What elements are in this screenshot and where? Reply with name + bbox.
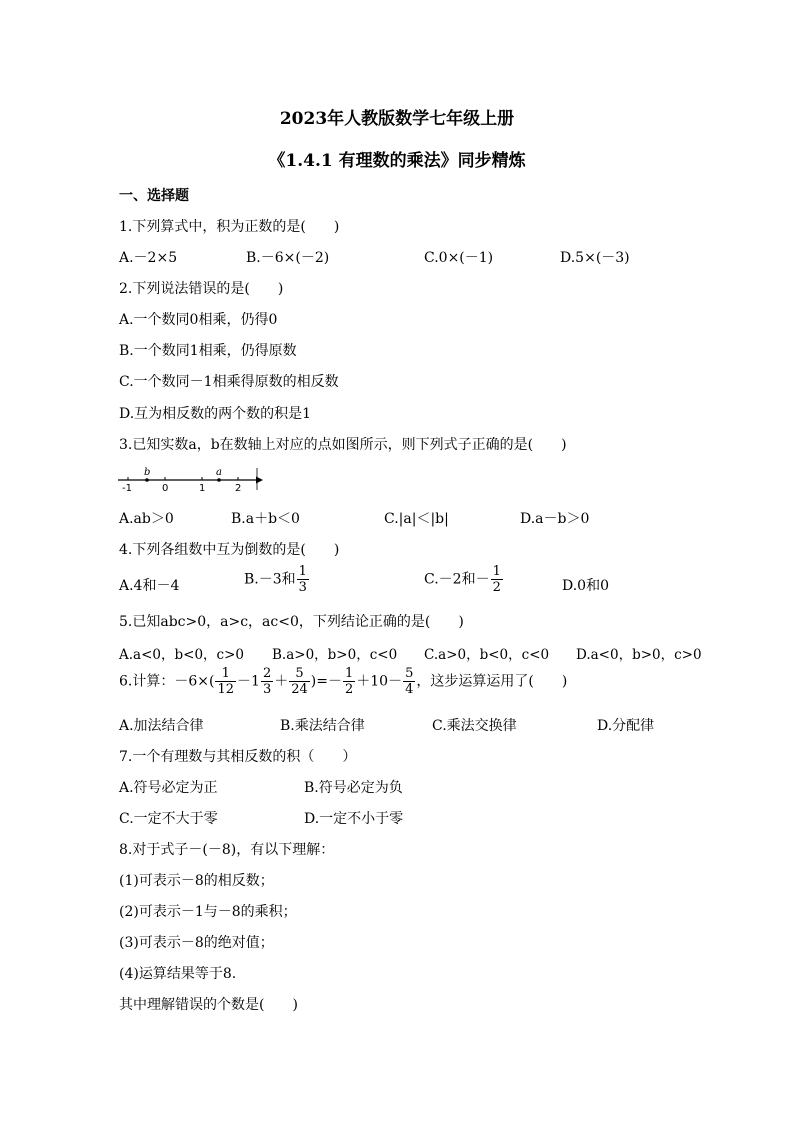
- question-6-stem: 6.计算：－6×( $\frac{1}{12}$ －1 $\frac{2}{3}$ ＋ $\frac{5}{24}$ )=－ $\frac{1}{2}$ ＋10－ $\frac{5}{4}$ ，这步运算运用了( ): [119, 666, 568, 697]
- number-line-point-b: [145, 478, 149, 482]
- question-4-stem: 4.下列各组数中互为倒数的是( ): [119, 542, 340, 558]
- question-6-option-b: B.乘法结合律: [280, 718, 365, 734]
- fraction: $\frac{1}{2}$: [492, 564, 501, 595]
- question-1-option-d: D.5×(－3): [560, 250, 630, 266]
- question-5-stem: 5.已知abc>0，a>c，ac<0，下列结论正确的是( ): [119, 614, 464, 630]
- question-2-option-d: D.互为相反数的两个数的积是1: [119, 406, 312, 422]
- question-6-option-a: A.加法结合律: [119, 718, 204, 734]
- question-2-option-b: B.一个数同1相乘，仍得原数: [119, 343, 297, 359]
- question-1-option-b: B.－6×(－2): [246, 250, 330, 266]
- document-title: 2023年人教版数学七年级上册: [279, 109, 515, 129]
- question-4-option-d: D.0和0: [562, 578, 609, 594]
- question-8-ask: 其中理解错误的个数是( ): [119, 997, 298, 1013]
- question-7-option-b: B.符号必定为负: [304, 780, 403, 796]
- fraction: $\frac{1}{3}$: [298, 564, 307, 595]
- question-7-option-c: C.一定不大于零: [119, 811, 218, 827]
- tick-label-minus-1: -1: [122, 483, 132, 492]
- tick-label-2: 2: [235, 483, 242, 492]
- question-8-item-4: (4)运算结果等于8.: [119, 966, 237, 982]
- question-3-option-a: A.ab＞0: [119, 511, 174, 527]
- tick-label-1: 1: [199, 483, 206, 492]
- question-7-option-a: A.符号必定为正: [119, 780, 218, 796]
- question-2-stem: 2.下列说法错误的是( ): [119, 281, 284, 297]
- tick-label-0: 0: [162, 483, 169, 492]
- section-heading: 一、选择题: [119, 188, 189, 204]
- question-4-option-a: A.4和－4: [119, 578, 180, 594]
- question-8-item-2: (2)可表示－1与－8的乘积；: [119, 904, 297, 920]
- question-7-option-d: D.一定不小于零: [304, 811, 404, 827]
- question-1-option-c: C.0×(－1): [424, 250, 494, 266]
- question-2-option-a: A.一个数同0相乘，仍得0: [119, 312, 278, 328]
- question-3-option-c: C.|a|＜|b|: [384, 511, 449, 527]
- question-2-option-c: C.一个数同－1相乘得原数的相反数: [119, 374, 339, 390]
- question-7-stem: 7.一个有理数与其相反数的积（ ）: [119, 749, 357, 765]
- question-8-stem: 8.对于式子－(－8)，有以下理解：: [119, 842, 335, 858]
- question-4-option-c: C.－2和－ $\frac{1}{2}$: [424, 564, 501, 595]
- question-8-item-3: (3)可表示－8的绝对值；: [119, 935, 274, 951]
- point-a-label: a: [216, 467, 222, 478]
- question-8-item-1: (1)可表示－8的相反数；: [119, 873, 274, 889]
- number-line-point-a: [217, 478, 221, 482]
- point-b-label: b: [144, 467, 151, 478]
- question-3-option-d: D.a－b＞0: [520, 511, 590, 527]
- question-3-stem: 3.已知实数a，b在数轴上对应的点如图所示，则下列式子正确的是( ): [119, 437, 567, 453]
- question-5-option-c: C.a>0，b<0，c<0: [424, 647, 550, 663]
- question-5-option-b: B.a>0，b>0，c<0: [272, 647, 398, 663]
- question-4-option-b: B.－3和 $\frac{1}{3}$: [244, 564, 307, 595]
- question-1-option-a: A.－2×5: [119, 250, 178, 266]
- number-line-figure: [118, 466, 263, 492]
- document-subtitle: 《1.4.1 有理数的乘法》同步精炼: [268, 151, 526, 171]
- question-3-option-b: B.a＋b＜0: [231, 511, 300, 527]
- question-5-option-d: D.a<0，b>0，c>0: [576, 647, 702, 663]
- question-6-option-c: C.乘法交换律: [432, 718, 517, 734]
- question-6-option-d: D.分配律: [597, 718, 655, 734]
- question-1-stem: 1.下列算式中，积为正数的是( ): [119, 219, 340, 235]
- question-5-option-a: A.a<0，b<0，c>0: [119, 647, 244, 663]
